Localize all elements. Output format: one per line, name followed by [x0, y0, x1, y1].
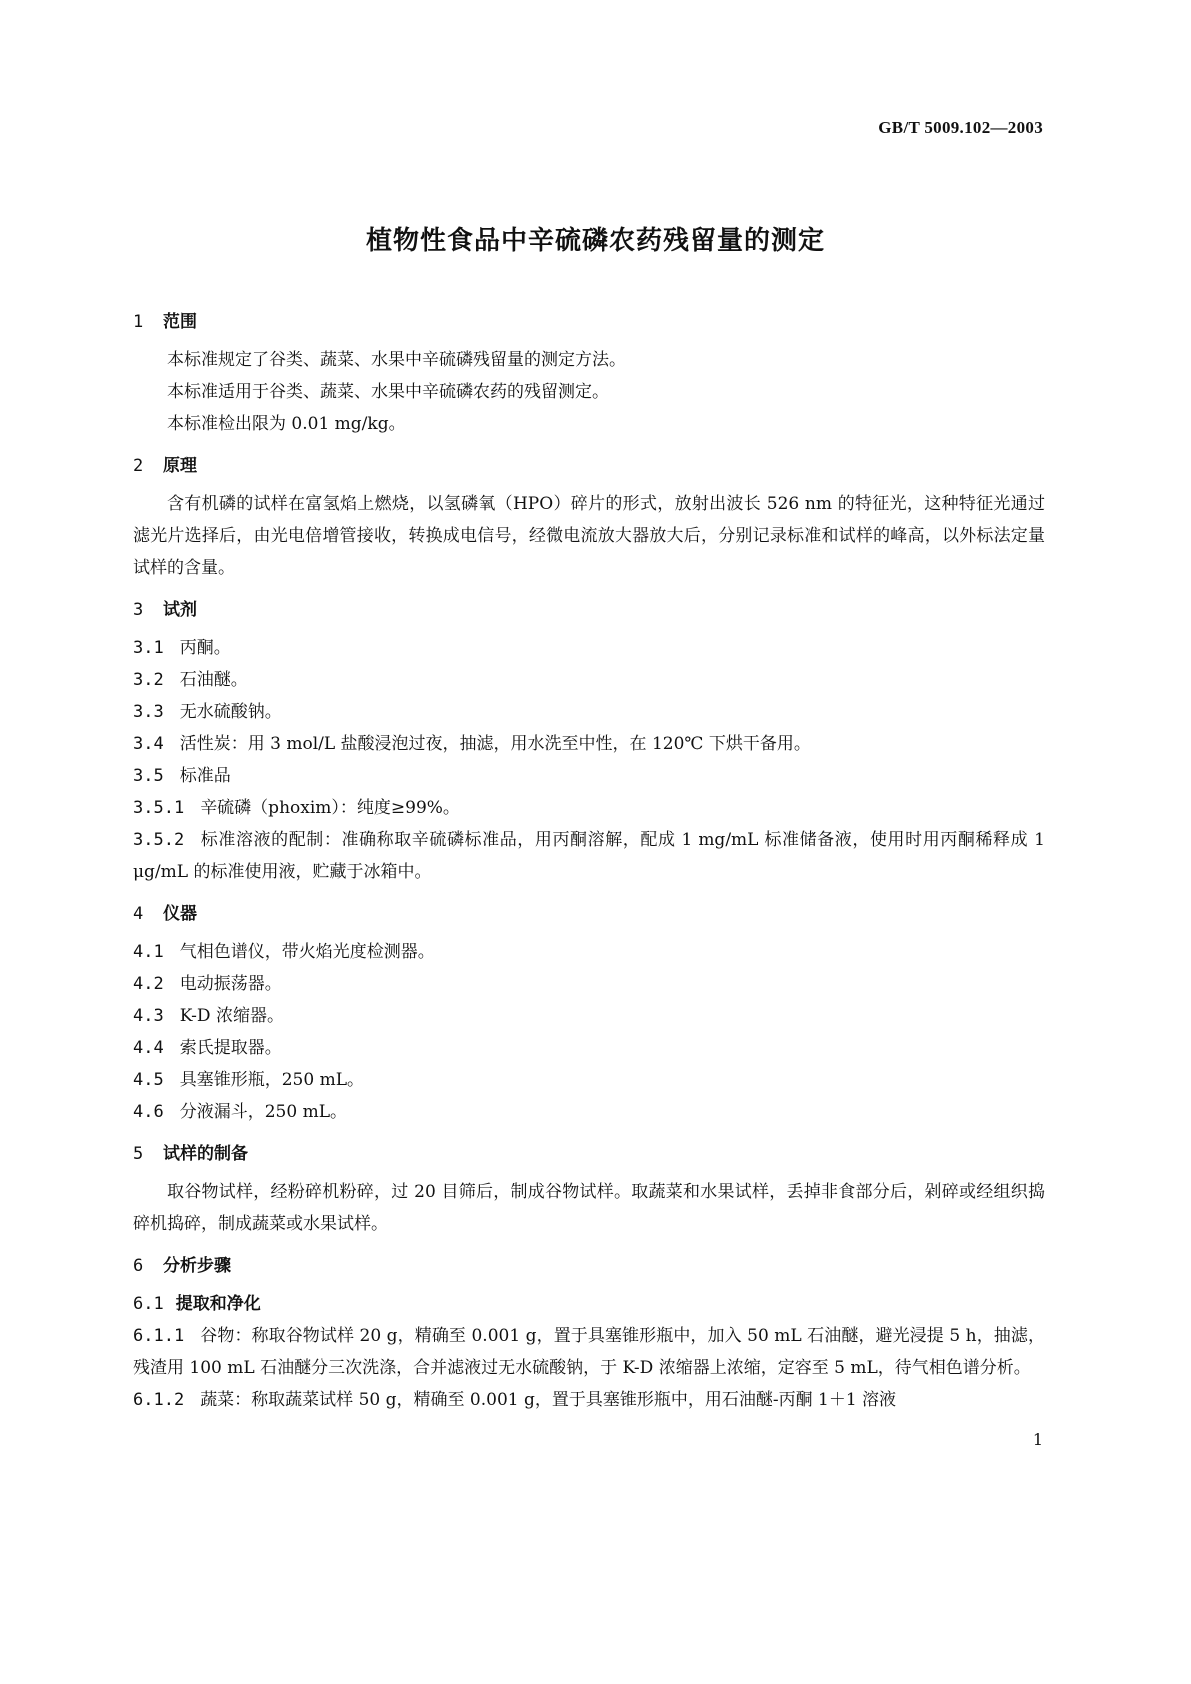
section-title: 试样的制备	[163, 1144, 248, 1164]
item-number: 4.3	[133, 1006, 164, 1026]
item-number: 6.1.2	[133, 1390, 185, 1410]
paragraph: 取谷物试样，经粉碎机粉碎，过 20 目筛后，制成谷物试样。取蔬菜和水果试样，丢掉非食部分后，剁碎或经组织捣碎机捣碎，制成蔬菜或水果试样。	[133, 1182, 1045, 1234]
item-number: 3.3	[133, 702, 164, 722]
section-number: 5	[133, 1144, 144, 1164]
list-item	[133, 1096, 1045, 1128]
section-number: 4	[133, 904, 144, 924]
list-item	[133, 696, 1045, 728]
section-heading	[133, 594, 1045, 626]
item-text: 电动振荡器。	[179, 974, 282, 994]
section-number: 2	[133, 456, 144, 476]
list-item	[133, 760, 1045, 792]
item-number: 4.4	[133, 1038, 164, 1058]
section-title: 仪器	[163, 904, 197, 924]
item-number: 3.5	[133, 766, 164, 786]
section-heading	[133, 450, 1045, 482]
section-number: 3	[133, 600, 144, 620]
subsection-heading	[133, 1288, 1045, 1320]
list-item	[133, 1320, 1045, 1384]
section-heading	[133, 306, 1045, 338]
item-text: 蔬菜：称取蔬菜试样 50 g，精确至 0.001 g，置于具塞锥形瓶中，用石油醚-丙酮 1＋1 溶液	[200, 1390, 897, 1410]
item-text: 谷物：称取谷物试样 20 g，精确至 0.001 g，置于具塞锥形瓶中，加入 50 mL 石油醚，避光浸提 5 h，抽滤，残渣用 100 mL 石油醚分三次洗涤，合并滤液过无水硫酸钠，于 K-D 浓缩器上浓缩，定容至 5 mL，待气相色谱分析。	[133, 1326, 1045, 1378]
section-title: 试剂	[163, 600, 197, 620]
section-title: 原理	[163, 456, 197, 476]
item-number: 3.4	[133, 734, 164, 754]
list-item	[133, 1384, 1045, 1416]
section-number: 1	[133, 312, 144, 332]
page-number: 1	[1032, 1430, 1043, 1449]
document-body	[133, 296, 1045, 1416]
item-text: 活性炭：用 3 mol/L 盐酸浸泡过夜，抽滤，用水洗至中性，在 120℃ 下烘干备用。	[179, 734, 811, 754]
list-item	[133, 968, 1045, 1000]
standard-number: GB/T 5009.102—2003	[878, 118, 1043, 137]
item-number: 3.1	[133, 638, 164, 658]
list-item	[133, 824, 1045, 888]
section-heading	[133, 1250, 1045, 1282]
section-heading	[133, 1138, 1045, 1170]
section-title: 分析步骤	[163, 1256, 231, 1276]
list-item	[133, 728, 1045, 760]
section-number: 6	[133, 1256, 144, 1276]
item-number: 6.1.1	[133, 1326, 185, 1346]
list-item	[133, 936, 1045, 968]
item-number: 4.5	[133, 1070, 164, 1090]
list-item	[133, 792, 1045, 824]
item-text: 标准品	[179, 766, 231, 786]
item-number: 3.5.1	[133, 798, 185, 818]
section-heading	[133, 898, 1045, 930]
document-title: 植物性食品中辛硫磷农药残留量的测定	[365, 226, 825, 256]
paragraph: 含有机磷的试样在富氢焰上燃烧，以氢磷氧（HPO）碎片的形式，放射出波长 526 nm 的特征光，这种特征光通过滤光片选择后，由光电倍增管接收，转换成电信号，经微电流放大器放大后，分别记录标准和试样的峰高，以外标法定量试样的含量。	[133, 494, 1045, 578]
paragraph: 本标准规定了谷类、蔬菜、水果中辛硫磷残留量的测定方法。	[167, 350, 626, 370]
item-number: 4.1	[133, 942, 164, 962]
subsection-number: 6.1	[133, 1294, 164, 1314]
paragraph: 本标准检出限为 0.01 mg/kg。	[167, 414, 406, 434]
item-text: 分液漏斗，250 mL。	[179, 1102, 347, 1122]
item-text: 石油醚。	[179, 670, 248, 690]
item-text: 无水硫酸钠。	[179, 702, 282, 722]
item-number: 4.6	[133, 1102, 164, 1122]
subsection-title: 提取和净化	[175, 1294, 261, 1314]
item-number: 3.2	[133, 670, 164, 690]
list-item	[133, 632, 1045, 664]
item-text: 辛硫磷（phoxim）：纯度≥99%。	[200, 798, 460, 818]
section-title: 范围	[163, 312, 197, 332]
list-item	[133, 664, 1045, 696]
item-text: 气相色谱仪，带火焰光度检测器。	[179, 942, 435, 962]
item-text: K-D 浓缩器。	[179, 1006, 284, 1026]
list-item	[133, 1032, 1045, 1064]
item-number: 4.2	[133, 974, 164, 994]
paragraph: 本标准适用于谷类、蔬菜、水果中辛硫磷农药的残留测定。	[167, 382, 609, 402]
list-item	[133, 1000, 1045, 1032]
item-number: 3.5.2	[133, 830, 185, 850]
item-text: 具塞锥形瓶，250 mL。	[179, 1070, 364, 1090]
list-item	[133, 1064, 1045, 1096]
item-text: 丙酮。	[179, 638, 231, 658]
item-text: 索氏提取器。	[179, 1038, 282, 1058]
item-text: 标准溶液的配制：准确称取辛硫磷标准品，用丙酮溶解，配成 1 mg/mL 标准储备液，使用时用丙酮稀释成 1 μg/mL 的标准使用液，贮藏于冰箱中。	[133, 830, 1045, 882]
